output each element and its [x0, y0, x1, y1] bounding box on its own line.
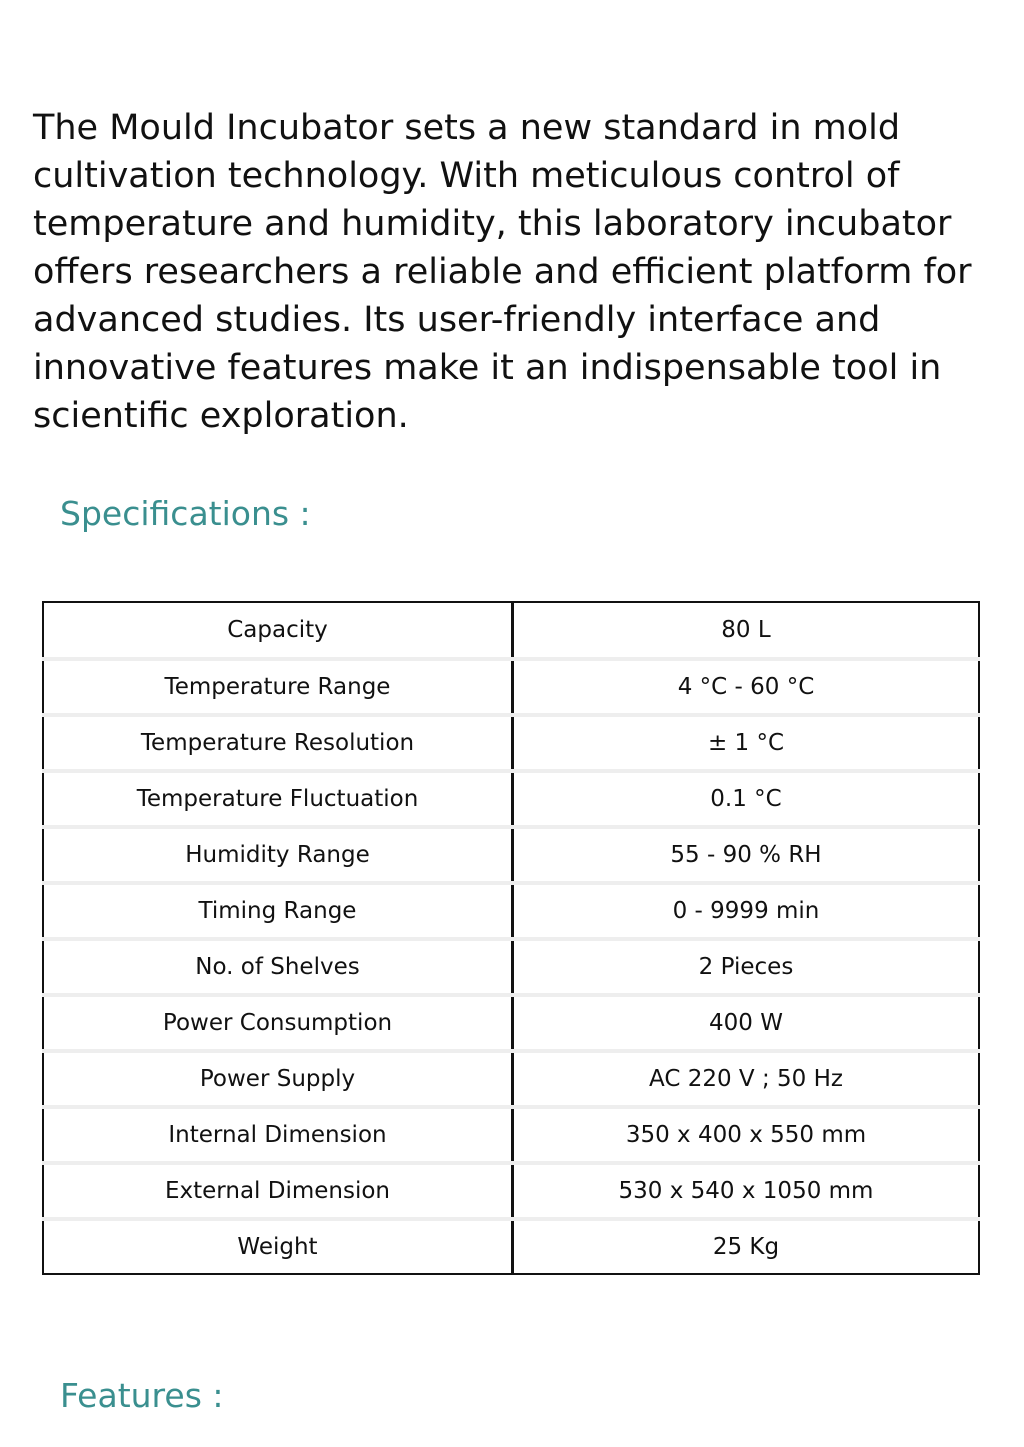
table-row: [43, 827, 979, 883]
table-row: [43, 602, 979, 659]
spec-value: 55 - 90 % RH: [513, 827, 980, 883]
spec-value: ± 1 °C: [513, 715, 980, 771]
specifications-table: [42, 601, 980, 1275]
spec-value: 350 x 400 x 550 mm: [513, 1107, 980, 1163]
spec-value: 80 L: [721, 617, 771, 643]
table-row: [43, 883, 979, 939]
spec-value: AC 220 V ; 50 Hz: [513, 1051, 980, 1107]
spec-label: Humidity Range: [43, 827, 513, 883]
spec-value: 2 Pieces: [513, 939, 980, 995]
table-row: [43, 1163, 979, 1219]
spec-label: Weight: [43, 1219, 513, 1274]
spec-value: 4 °C - 60 °C: [513, 659, 980, 715]
spec-label: No. of Shelves: [43, 939, 513, 995]
table-row: [43, 715, 979, 771]
spec-label: Internal Dimension: [43, 1107, 513, 1163]
spec-label: Timing Range: [43, 883, 513, 939]
spec-label: Power Supply: [43, 1051, 513, 1107]
spec-label: Capacity: [43, 602, 513, 659]
spec-label: External Dimension: [43, 1163, 513, 1219]
table-row: [43, 995, 979, 1051]
table-row: [43, 939, 979, 995]
spec-value: 0 - 9999 min: [513, 883, 980, 939]
intro-paragraph: The Mould Incubator sets a new standard in mold cultivation technology. With meticulous control of temperature and humidity, this laboratory incubator offers researchers a reliable and efficient platform for advanced studies. Its user-friendly interface and innovative features make it an indispensable tool in scientific exploration.: [33, 108, 972, 436]
features-heading: Features :: [60, 1376, 224, 1415]
table-row: [43, 771, 979, 827]
spec-label: Power Consumption: [43, 995, 513, 1051]
spec-value: 530 x 540 x 1050 mm: [513, 1163, 980, 1219]
spec-label: Temperature Resolution: [43, 715, 513, 771]
table-row: [43, 1107, 979, 1163]
spec-value: 25 Kg: [513, 1219, 980, 1274]
table-row: [43, 659, 979, 715]
spec-label: Temperature Fluctuation: [43, 771, 513, 827]
table-row: [43, 1051, 979, 1107]
spec-label: Temperature Range: [43, 659, 513, 715]
spec-value: 0.1 °C: [513, 771, 980, 827]
table-row: [43, 1219, 979, 1274]
specifications-heading: Specifications :: [60, 494, 311, 533]
spec-value: 400 W: [513, 995, 980, 1051]
